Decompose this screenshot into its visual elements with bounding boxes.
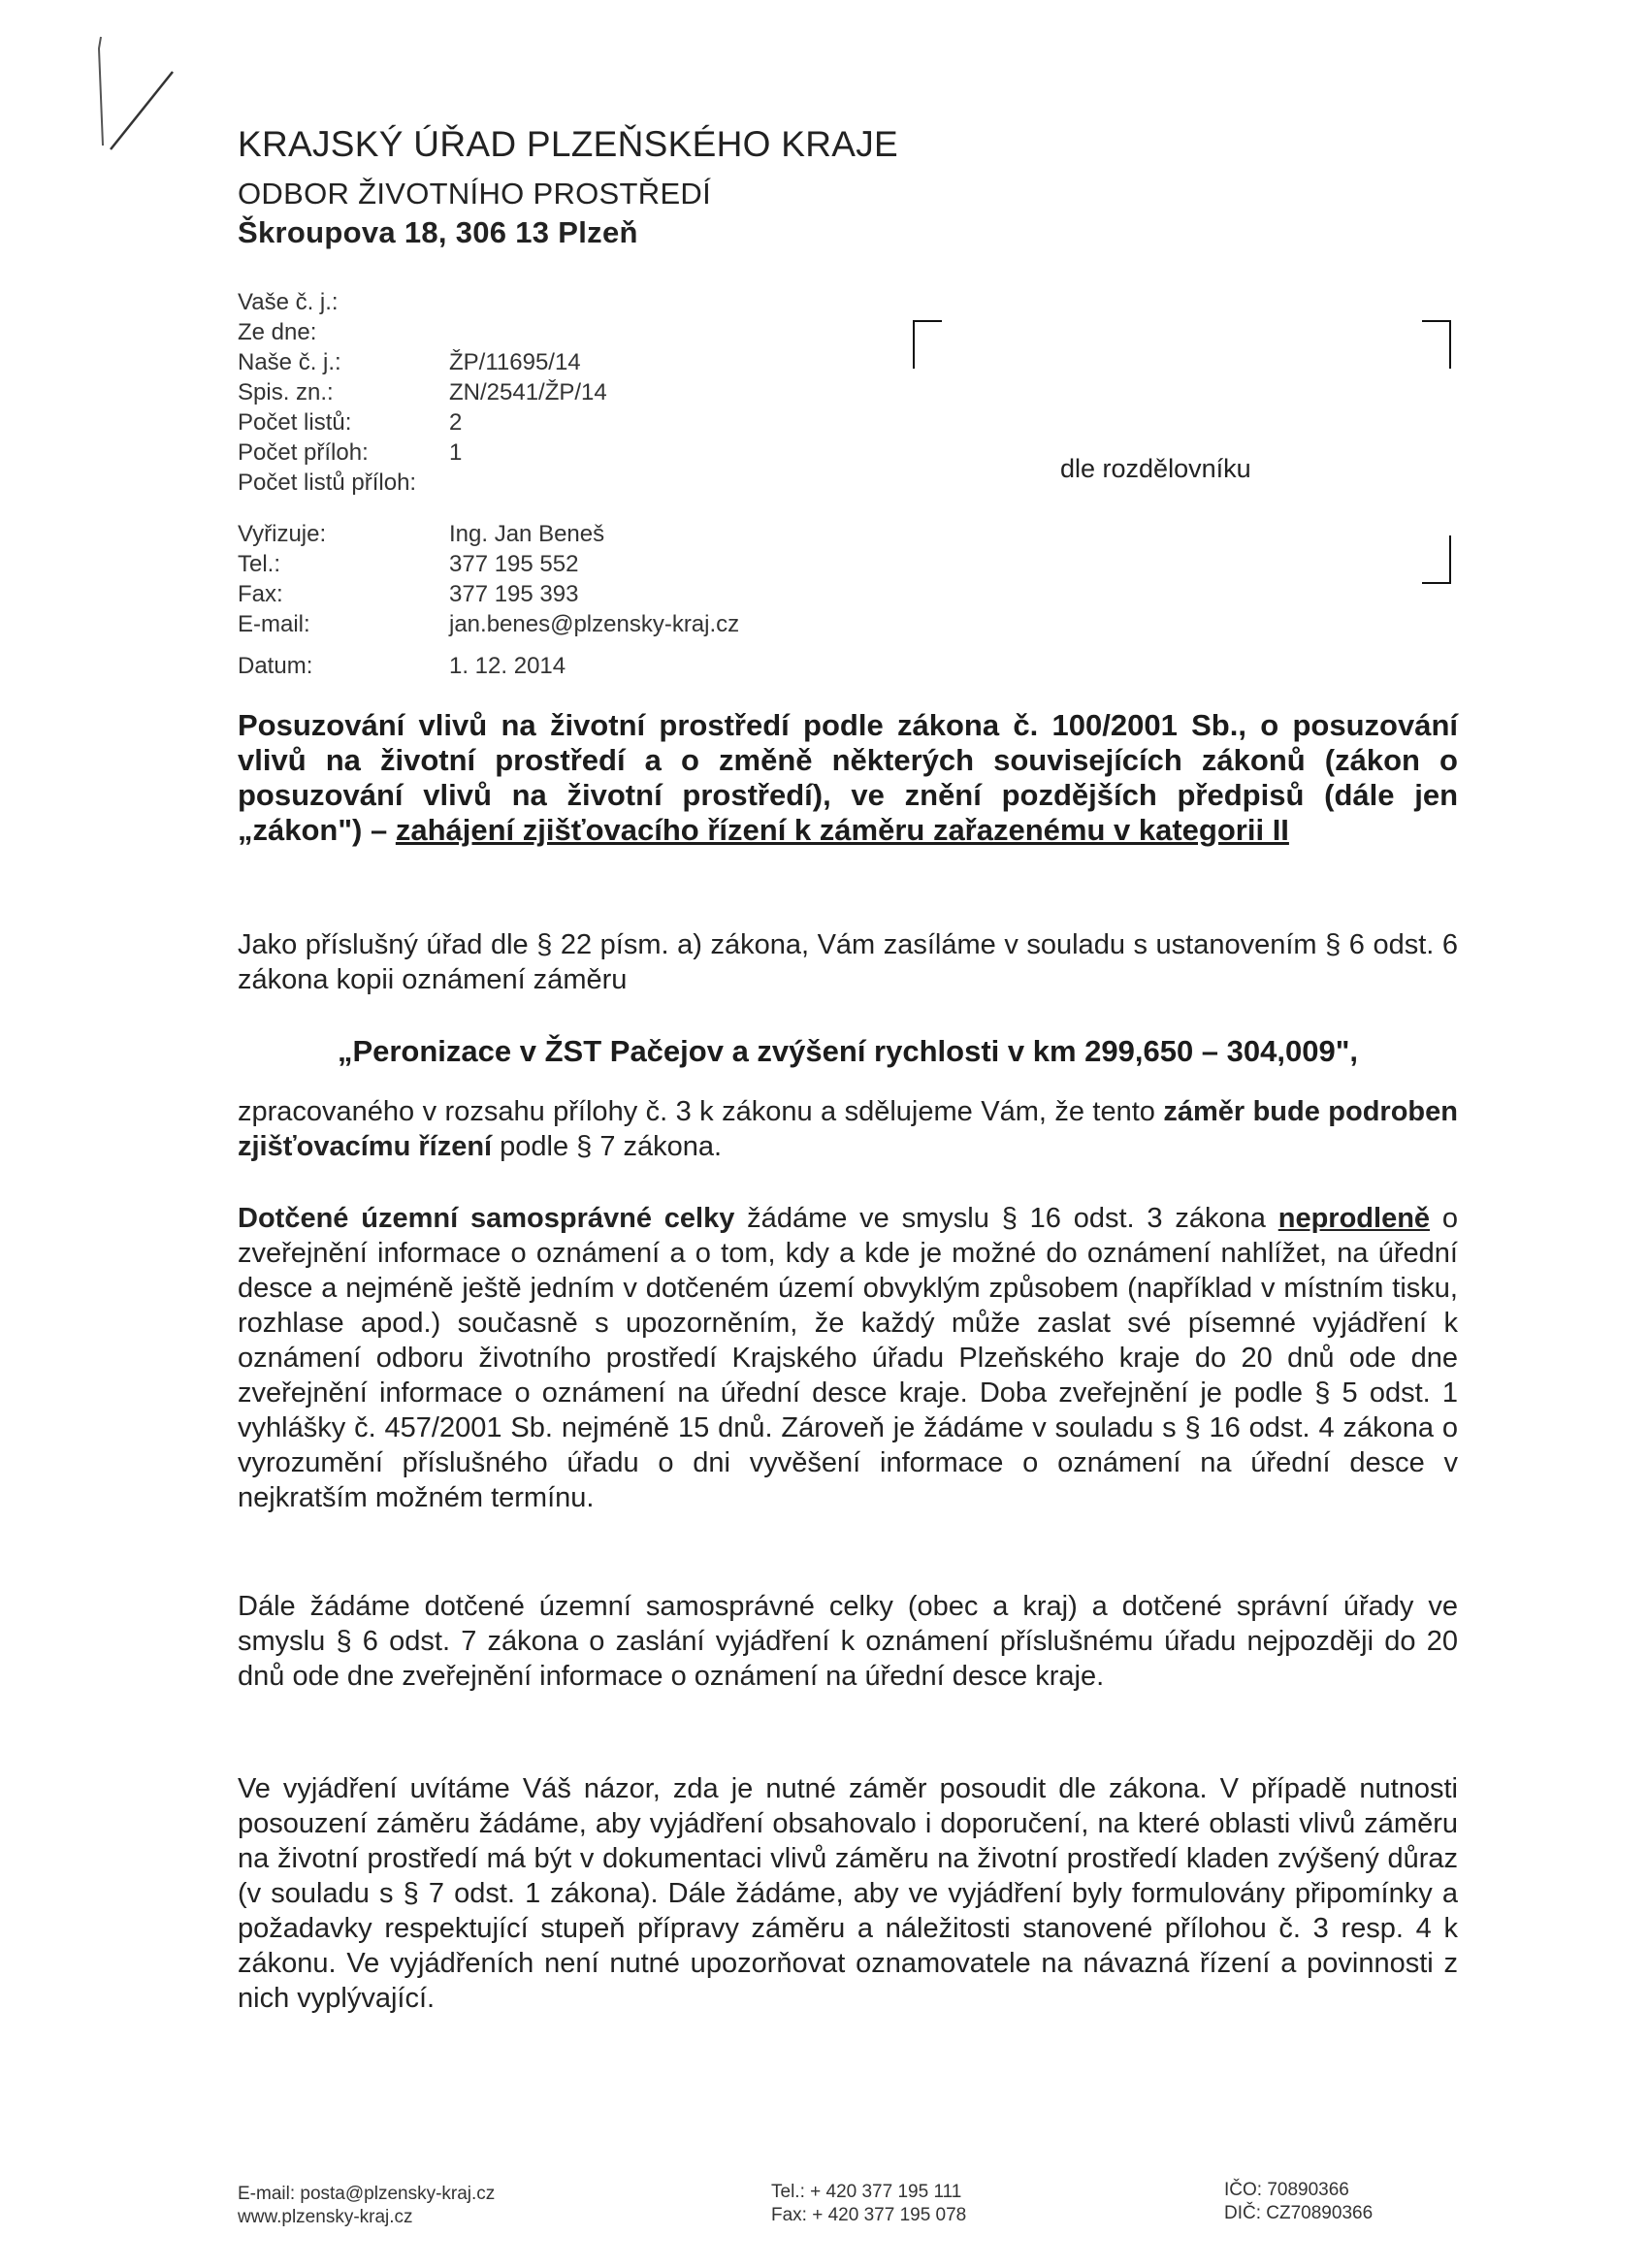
contact-values [449,519,739,681]
reference-values [449,347,607,468]
label-attachment-sheets: Počet listů příloh: [238,470,417,496]
label-tel: Tel.: [238,551,281,577]
label-sheet-count: Počet listů: [238,409,352,436]
paragraph-procedure [238,1094,1458,1164]
publication-rest: o zveřejnění informace o oznámení a o tom, kdy a kde je možné do oznámení nahlížet, na úřední desce a nejméně ještě jedním v dotčeném území obvyklým způsobem (například v místním tisku, rozhlase apod.) současně s upozorněním, že každý může zaslat své písemné vyjádření k oznámení odboru životního prostředí Krajského úřadu Plzeňského kraje do 20 dnů ode dne zveřejnění informace o oznámení na úřední desce kraje. Doba zveřejnění je podle § 5 odst. 1 vyhlášky č. 457/2001 Sb. nejméně 15 dnů. Zároveň je žádáme v souladu s § 16 odst. 4 zákona o vyrozumění příslušného úřadu o dni vyvěšení informace o oznámení na úřední desce v nejkratším možném termínu. [238,1203,1459,1513]
value-file-no: ZN/2541/ŽP/14 [449,379,607,405]
address-window-corner [1422,320,1451,369]
label-date-of: Ze dne: [238,319,317,345]
value-our-ref: ŽP/11695/14 [449,349,581,375]
department-name: ODBOR ŽIVOTNÍHO PROSTŘEDÍ [238,177,712,211]
handwritten-mark [93,29,180,155]
publication-immediately: neprodleně [1277,1203,1431,1234]
label-fax: Fax: [238,581,283,607]
label-our-ref: Naše č. j.: [238,349,341,375]
footer-ico: IČO: 70890366 [1224,2180,1349,2200]
recipient: dle rozdělovníku [1060,454,1251,483]
authority-address: Škroupova 18, 306 13 Plzeň [238,215,638,249]
footer-email: E-mail: posta@plzensky-kraj.cz [238,2184,496,2204]
project-title: „Peronizace v ŽST Pačejov a zvýšení rychlosti v km 299,650 – 304,009", [337,1034,1359,1068]
footer-dic: DIČ: CZ70890366 [1224,2203,1374,2223]
contact-labels [238,519,326,681]
label-attachment-count: Počet příloh: [238,439,369,466]
label-file-no: Spis. zn.: [238,379,334,405]
label-email: E-mail: [238,611,310,637]
footer-phone [771,2181,966,2227]
value-email: jan.benes@plzensky-kraj.cz [449,611,740,637]
address-window-corner [1422,535,1451,584]
label-your-ref: Vaše č. j.: [238,289,339,315]
paragraph-intro: Jako příslušný úřad dle § 22 písm. a) zákona, Vám zasíláme v souladu s ustanovením § 6 odst. 6 zákona kopii oznámení záměru [238,929,1458,995]
value-attachment-count: 1 [449,439,463,466]
authority-name: KRAJSKÝ ÚŘAD PLZEŇSKÉHO KRAJE [238,124,899,164]
paragraph-publication [238,1201,1458,1515]
subject-underlined: zahájení zjišťovacího řízení k záměru zařazenému v kategorii II [395,813,1289,847]
footer-tel: Tel.: + 420 377 195 111 [771,2182,962,2202]
publication-text: žádáme ve smyslu § 16 odst. 3 zákona [734,1203,1278,1234]
subject-text: Posuzování vlivů na životní prostředí podle zákona č. 100/2001 Sb., o posuzování vlivů na životní prostředí a o změně některých souvisejících zákonů (zákon o posuzování vlivů na životní prostředí), ve znění pozdějších předpisů (dále jen „zákon") – [238,708,1458,847]
procedure-text: zpracovaného v rozsahu přílohy č. 3 k zákonu a sdělujeme Vám, že tento [238,1096,1164,1127]
label-date: Datum: [238,653,313,679]
publication-bold: Dotčené územní samosprávné celky [238,1203,735,1234]
subject-heading [238,708,1458,848]
procedure-bold: záměr bude podroben zjišťovacímu řízení [238,1096,1458,1162]
footer-contact [238,2183,495,2229]
value-sheet-count: 2 [449,409,463,436]
value-handled-by: Ing. Jan Beneš [449,521,605,547]
address-window-corner [913,320,942,369]
paragraph-opinion: Ve vyjádření uvítáme Váš názor, zda je nutné záměr posoudit dle zákona. V případě nutnosti posouzení záměru žádáme, aby vyjádření obsahovalo i doporučení, na které oblasti vlivů záměru na životní prostředí má být v dokumentaci vlivů záměru na životní prostředí kladen zvýšený důraz (v souladu s § 7 odst. 1 zákona). Dále žádáme, aby ve vyjádření byly formulovány připomínky a požadavky respektující stupeň přípravy záměru a náležitosti stanovené přílohou č. 3 resp. 4 k zákonu. Ve vyjádřeních není nutné upozorňovat oznamovatele na návazná řízení a povinnosti z nich vyplývající. [238,1773,1458,2014]
footer-fax: Fax: + 420 377 195 078 [771,2205,967,2225]
footer-web: www.plzensky-kraj.cz [238,2207,413,2227]
footer-ids [1224,2179,1373,2225]
reference-labels [238,287,416,498]
label-handled-by: Vyřizuje: [238,521,327,547]
value-tel: 377 195 552 [449,551,579,577]
paragraph-statement-request: Dále žádáme dotčené územní samosprávné celky (obec a kraj) a dotčené správní úřady ve smyslu § 6 odst. 7 zákona o zaslání vyjádření k oznámení příslušnému úřadu nejpozději do 20 dnů ode dne zveřejnění informace o oznámení na úřední desce kraje. [238,1591,1458,1692]
value-fax: 377 195 393 [449,581,579,607]
value-date: 1. 12. 2014 [449,653,566,679]
procedure-tail: podle § 7 zákona. [492,1131,723,1162]
